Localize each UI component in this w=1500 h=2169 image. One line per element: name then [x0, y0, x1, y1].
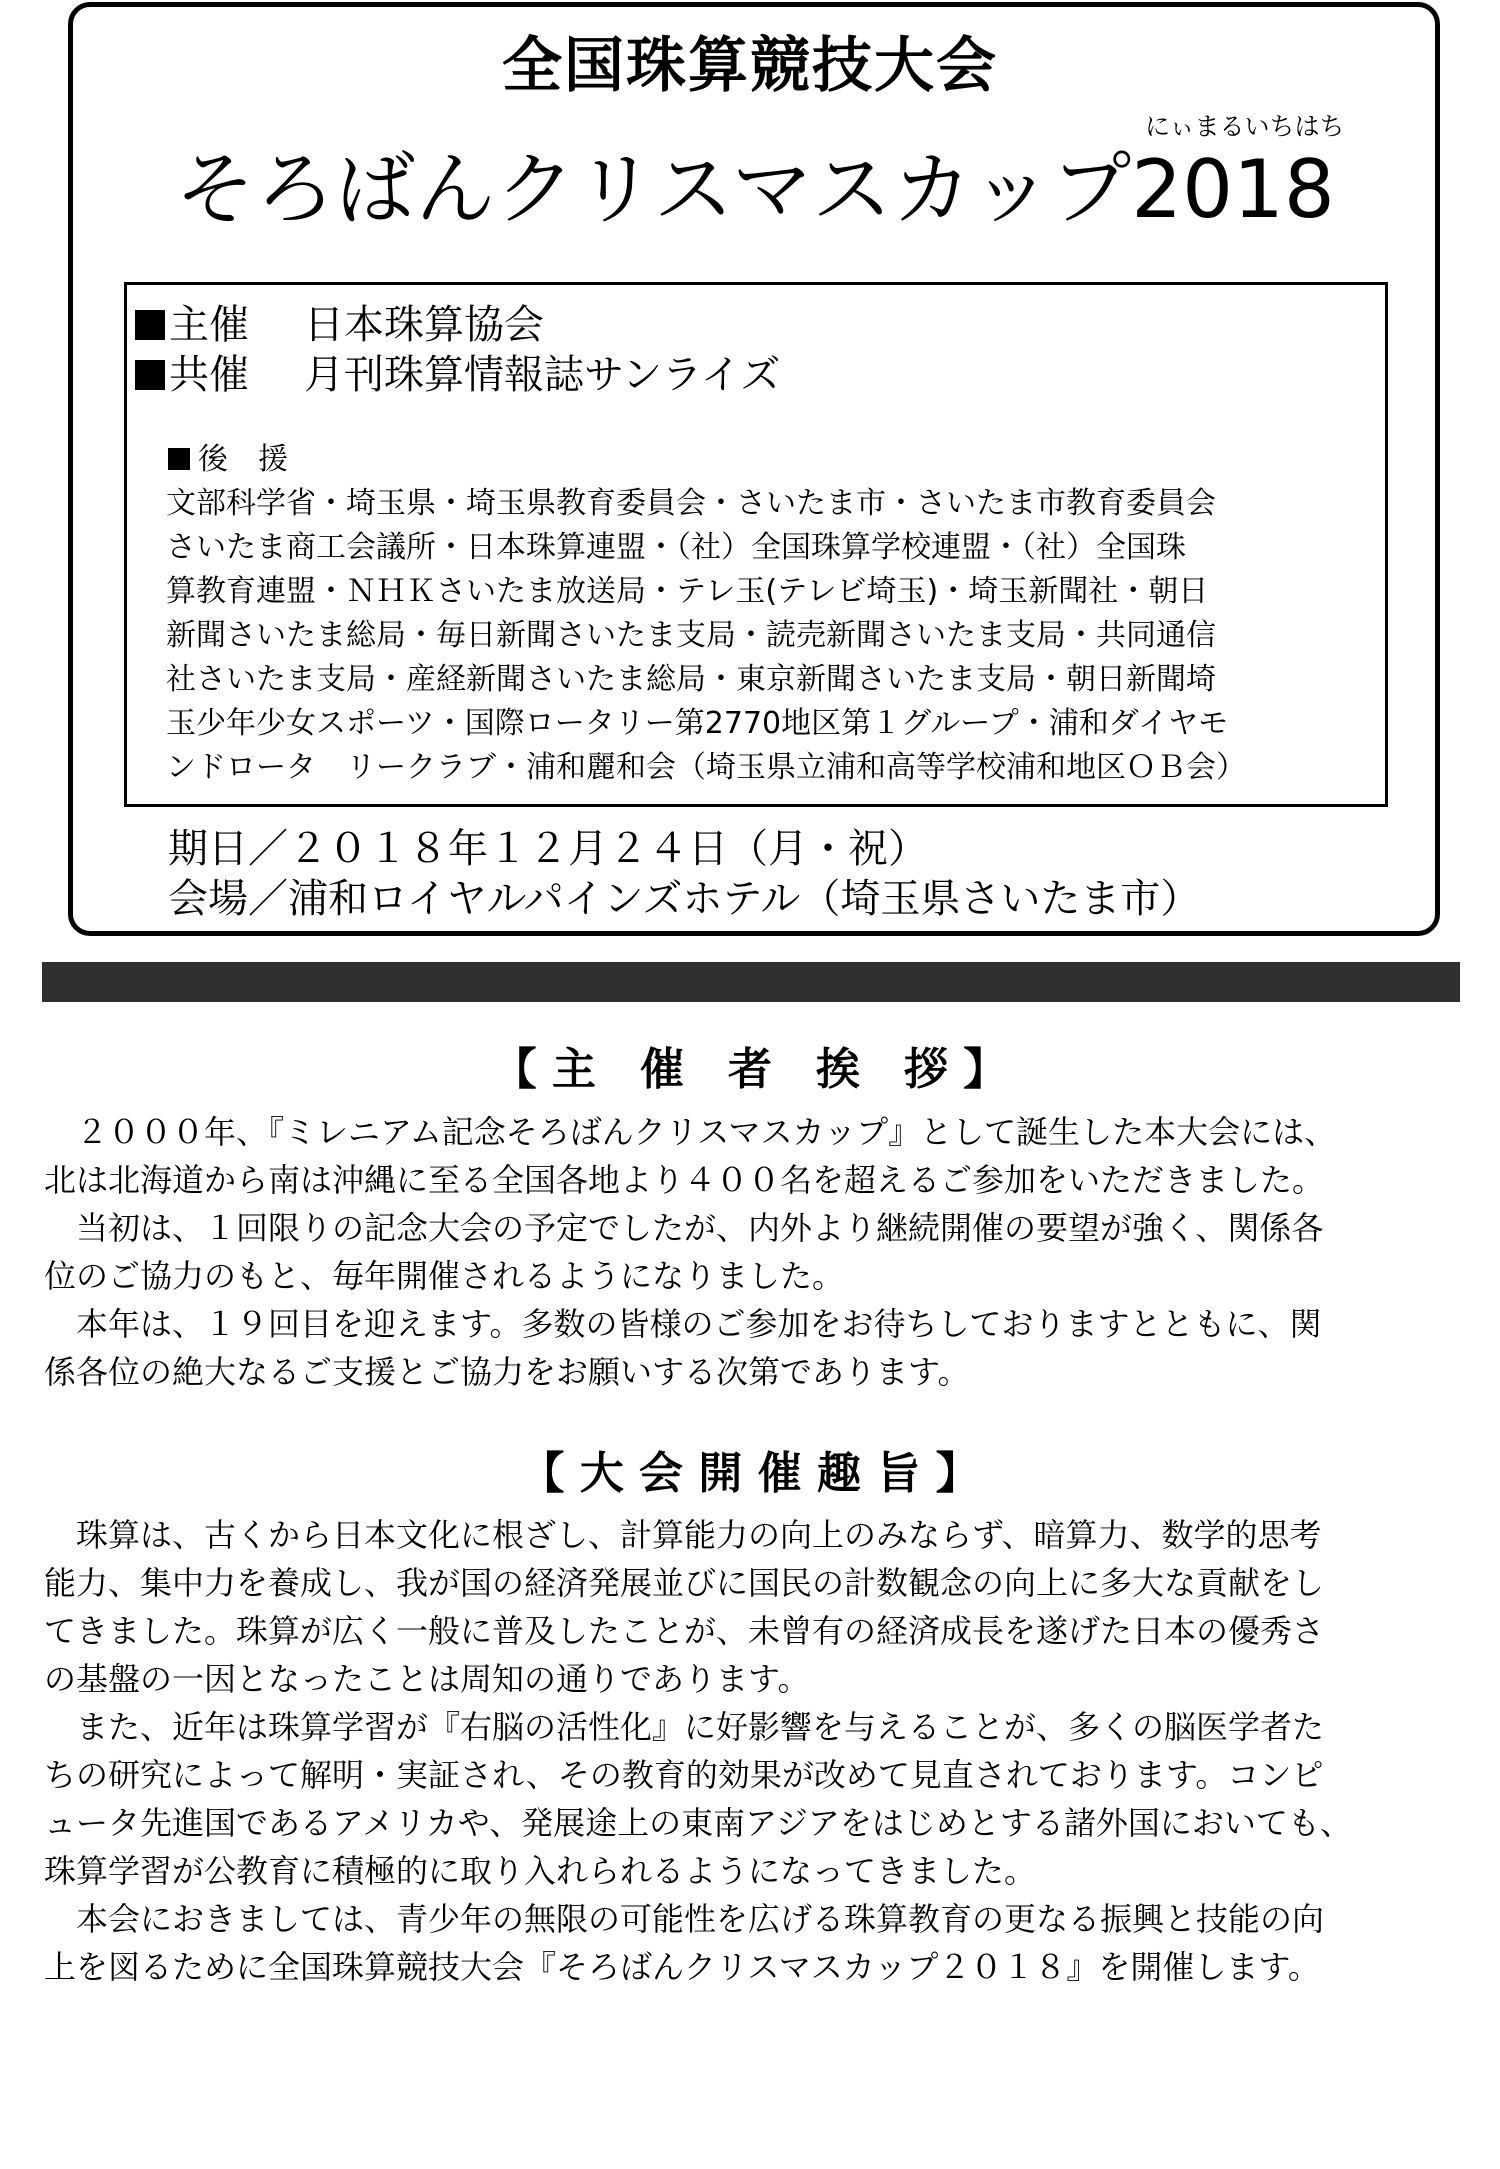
- purpose-heading: 【 大 会 開 催 趣 旨 】: [520, 1448, 980, 1499]
- event-venue: 会場／浦和ロイヤルパインズホテル（埼玉県さいたま市）: [168, 876, 1201, 922]
- cohost-name: 月刊珠算情報誌サンライズ: [304, 352, 781, 398]
- host-name: 日本珠算協会: [304, 302, 544, 348]
- divider-bar: [42, 962, 1460, 1002]
- support-line: 文部科学省・埼玉県・埼玉県教育委員会・さいたま市・さいたま市教育委員会: [166, 486, 1216, 521]
- page-title: 全国珠算競技大会: [502, 31, 998, 101]
- purpose-line: 珠算は、古くから日本文化に根ざし、計算能力の向上のみならず、暗算力、数学的思考: [44, 1516, 1322, 1554]
- event-date: 期日／２０１８年１２月２４日（月・祝）: [168, 826, 928, 872]
- support-label: 後 援: [198, 442, 288, 477]
- greeting-line: 北は北海道から南は沖縄に至る全国各地より４００名を超えるご参加をいただきました。: [44, 1161, 1325, 1199]
- purpose-line: の基盤の一因となったことは周知の通りであります。: [44, 1660, 810, 1698]
- purpose-line: てきました。珠算が広く一般に普及したことが、未曾有の経済成長を遂げた日本の優秀さ: [44, 1612, 1325, 1650]
- support-line: 算教育連盟・ＮＨＫさいたま放送局・テレ玉(テレビ埼玉)・埼玉新聞社・朝日: [166, 574, 1209, 609]
- purpose-line: ちの研究によって解明・実証され、その教育的効果が改めて見直されております。コンピ: [44, 1756, 1324, 1794]
- host-line: [135, 300, 544, 350]
- support-line: 玉少年少女スポーツ・国際ロータリー第2770地区第１グループ・浦和ダイヤモ: [166, 706, 1229, 741]
- cohost-label: 共催: [169, 352, 249, 398]
- cohost-line: [135, 350, 780, 400]
- support-heading: [168, 440, 288, 480]
- purpose-line: ュータ先進国であるアメリカや、発展途上の東南アジアをはじめとする諸外国においても、: [44, 1804, 1352, 1842]
- square-bullet-icon: [135, 360, 165, 390]
- support-list: [166, 482, 1246, 790]
- greeting-heading: 【 主 催 者 挨 拶 】: [492, 1044, 1008, 1095]
- purpose-line: 本会におきましては、青少年の無限の可能性を広げる珠算教育の更なる振興と技能の向: [44, 1900, 1325, 1938]
- page-subtitle: そろばんクリスマスカップ2018: [175, 143, 1335, 236]
- support-line: 社さいたま支局・産経新聞さいたま総局・東京新聞さいたま支局・朝日新聞埼: [166, 662, 1216, 697]
- purpose-line: 能力、集中力を養成し、我が国の経済発展並びに国民の計数観念の向上に多大な貢献をし: [44, 1564, 1325, 1602]
- year-ruby: にぃまるいちはち: [1145, 112, 1345, 141]
- greeting-line: ２０００年、『ミレニアム記念そろばんクリスマスカップ』として誕生した本大会には、: [44, 1113, 1337, 1151]
- purpose-line: 上を図るために全国珠算競技大会『そろばんクリスマスカップ２０１８』を開催します。: [44, 1948, 1320, 1986]
- host-label: 主催: [169, 302, 249, 348]
- purpose-line: また、近年は珠算学習が『右脳の活性化』に好影響を与えることが、多くの脳医学者た: [44, 1708, 1325, 1746]
- greeting-line: 係各位の絶大なるご支援とご協力をお願いする次第であります。: [44, 1353, 970, 1391]
- purpose-body: [44, 1511, 1352, 1991]
- greeting-line: 当初は、１回限りの記念大会の予定でしたが、内外より継続開催の要望が強く、関係各: [44, 1209, 1324, 1247]
- support-line: ンドロータ リークラブ・浦和麗和会（埼玉県立浦和高等学校浦和地区ＯＢ会）: [166, 750, 1246, 785]
- square-bullet-icon: [168, 448, 190, 470]
- support-line: 新聞さいたま総局・毎日新聞さいたま支局・読売新聞さいたま支局・共同通信: [166, 618, 1216, 653]
- greeting-body: [44, 1108, 1336, 1396]
- square-bullet-icon: [135, 310, 165, 340]
- purpose-line: 珠算学習が公教育に積極的に取り入れられるようになってきました。: [44, 1852, 1037, 1890]
- support-line: さいたま商工会議所・日本珠算連盟・（社）全国珠算学校連盟・（社）全国珠: [166, 530, 1186, 565]
- greeting-line: 位のご協力のもと、毎年開催されるようになりました。: [44, 1257, 845, 1295]
- greeting-line: 本年は、１９回目を迎えます。多数の皆様のご参加をお待ちしておりますとともに、関: [44, 1305, 1322, 1343]
